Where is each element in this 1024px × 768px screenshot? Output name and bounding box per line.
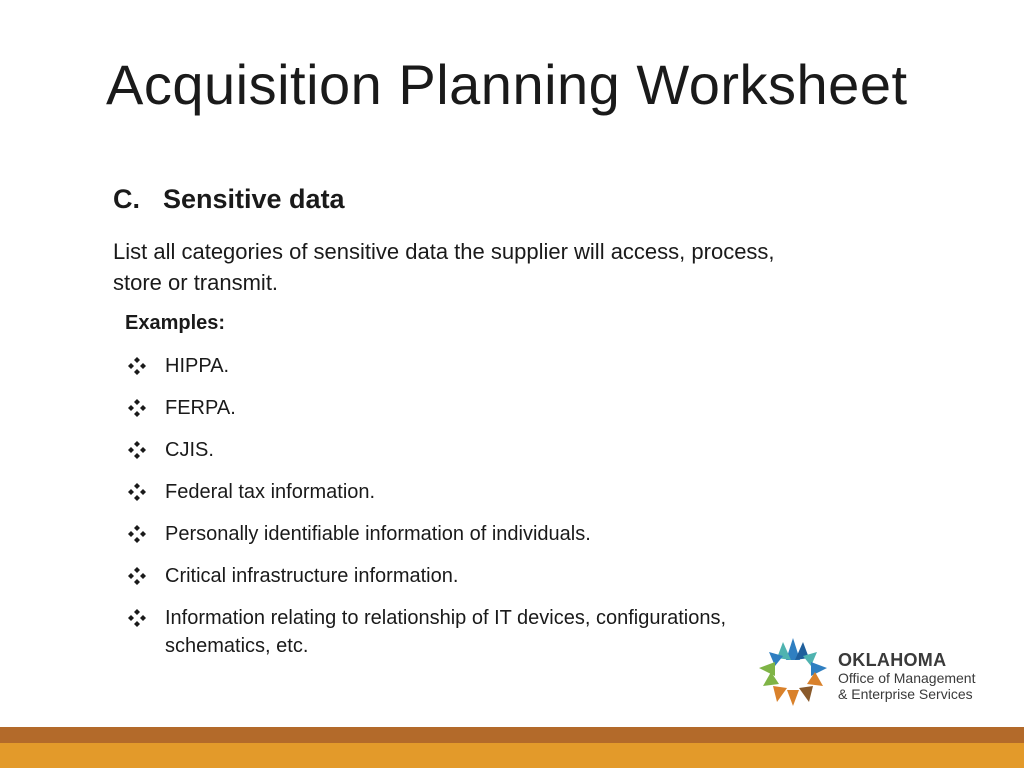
list-item — [127, 562, 727, 590]
list-item — [127, 520, 727, 548]
diamond-bullet-icon — [127, 566, 147, 586]
section-title: Sensitive data — [163, 184, 345, 214]
list-item-text: HIPPA. — [165, 355, 230, 377]
diamond-bullet-icon — [127, 398, 147, 418]
list-item-text: Critical infrastructure information. — [165, 565, 459, 587]
list-item-text: Federal tax information. — [165, 481, 376, 503]
diamond-bullet-icon — [127, 524, 147, 544]
oklahoma-omes-logo — [756, 636, 1006, 708]
list-item — [127, 394, 727, 422]
list-item — [127, 604, 727, 660]
diamond-bullet-icon — [127, 608, 147, 628]
diamond-bullet-icon — [127, 482, 147, 502]
section-heading — [113, 184, 345, 215]
list-item-text: CJIS. — [165, 439, 214, 461]
examples-label: Examples: — [125, 312, 226, 334]
section-letter: C. — [113, 184, 140, 214]
logo-agency-line1: Office of Management — [838, 670, 976, 686]
star-logo-icon — [756, 636, 830, 708]
logo-state-name: OKLAHOMA — [838, 650, 947, 670]
list-item — [127, 478, 727, 506]
list-item-text: Information relating to relationship of IT devices, configurations, schematics, etc. — [165, 607, 727, 657]
list-item — [127, 352, 727, 380]
logo-agency-line2: & Enterprise Services — [838, 686, 973, 702]
list-item-text: Personally identifiable information of individuals. — [165, 523, 591, 545]
list-item-text: FERPA. — [165, 397, 236, 419]
diamond-bullet-icon — [127, 440, 147, 460]
footer-band-light — [0, 743, 1024, 768]
footer-band-dark — [0, 727, 1024, 743]
slide-title: Acquisition Planning Worksheet — [106, 53, 908, 116]
examples-list — [127, 352, 727, 674]
intro-text: List all categories of sensitive data the supplier will access, process, store or transmit. — [113, 239, 775, 295]
list-item — [127, 436, 727, 464]
diamond-bullet-icon — [127, 356, 147, 376]
